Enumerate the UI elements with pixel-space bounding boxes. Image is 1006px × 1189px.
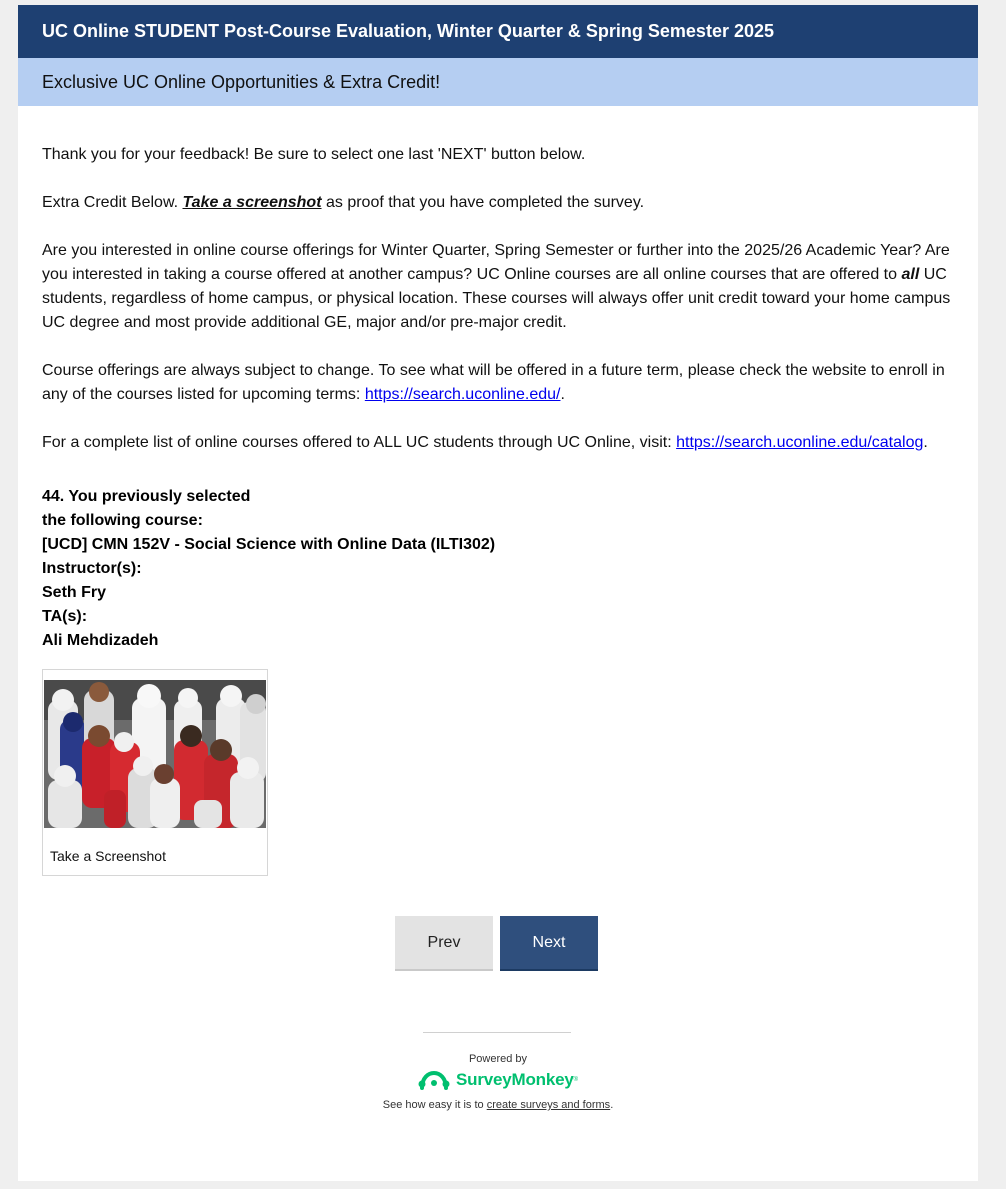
brand-name: SurveyMonkey — [456, 1070, 574, 1089]
prev-button[interactable]: Prev — [395, 916, 493, 971]
extra-credit-prefix: Extra Credit Below. — [42, 194, 183, 211]
ta-name: Ali Mehdizadeh — [42, 632, 159, 649]
brand-trademark: ® — [573, 1077, 579, 1083]
image-choice-card[interactable] — [42, 669, 268, 876]
intro-paragraph-2 — [42, 191, 954, 215]
intro-paragraph-3 — [42, 239, 957, 335]
tagline-suffix: . — [610, 1099, 614, 1111]
intro-paragraph-1: Thank you for your feedback! Be sure to select one last 'NEXT' button below. — [42, 146, 586, 163]
tagline-prefix: See how easy it is to — [382, 1099, 487, 1111]
course-name: [UCD] CMN 152V - Social Science with Online Data (ILTI302) — [42, 536, 496, 553]
catalog-link[interactable]: https://search.uconline.edu/catalog — [676, 434, 924, 451]
survey-title: UC Online STUDENT Post-Course Evaluation, Winter Quarter & Spring Semester 2025 — [18, 5, 978, 58]
question-line: the following course: — [42, 512, 203, 529]
crowd-photo — [44, 680, 266, 828]
intro-paragraph-4 — [42, 359, 954, 407]
catalog-text: For a complete list of online courses offered to ALL UC students through UC Online, visit: — [42, 434, 677, 451]
take-screenshot-emphasis: Take a screenshot — [182, 194, 322, 211]
intro-paragraph-5 — [42, 431, 954, 455]
powered-by-text: Powered by — [468, 1053, 528, 1065]
course-offerings-text: Course offerings are always subject to change. To see what will be offered in a future term, please check the website to enroll in any of the courses listed for upcoming terms: — [42, 362, 945, 403]
extra-credit-suffix: as proof that you have completed the survey. — [321, 194, 645, 211]
footer-divider — [423, 1032, 571, 1033]
page-title: Exclusive UC Online Opportunities & Extra Credit! — [18, 58, 978, 106]
footer-tagline — [18, 1099, 978, 1111]
surveymonkey-icon — [418, 1070, 450, 1090]
survey-sheet — [18, 5, 978, 1181]
next-button[interactable]: Next — [500, 916, 598, 971]
search-uconline-link[interactable]: https://search.uconline.edu/ — [364, 386, 561, 403]
question-44 — [42, 485, 642, 653]
instructor-name: Seth Fry — [42, 584, 107, 601]
period: . — [560, 386, 565, 403]
surveymonkey-logo[interactable] — [418, 1069, 578, 1091]
instructor-label: Instructor(s): — [42, 560, 142, 577]
uc-online-text-b: UC students, regardless of home campus, or physical location. These courses will always offer unit credit toward your home campus UC degree and most provide additional GE, major and/or pre-major credit. — [42, 266, 951, 331]
image-choice-caption: Take a Screenshot — [50, 848, 166, 864]
period: . — [923, 434, 928, 451]
all-emphasis: all — [901, 266, 920, 283]
ta-label: TA(s): — [42, 608, 88, 625]
uc-online-text-a: Are you interested in online course offerings for Winter Quarter, Spring Semester or further into the 2025/26 Academic Year? Are you interested in taking a course offered at another campus? UC Online courses are all online courses that are offered to — [42, 242, 950, 283]
question-line: 44. You previously selected — [42, 488, 251, 505]
create-surveys-link[interactable]: create surveys and forms — [486, 1099, 611, 1111]
